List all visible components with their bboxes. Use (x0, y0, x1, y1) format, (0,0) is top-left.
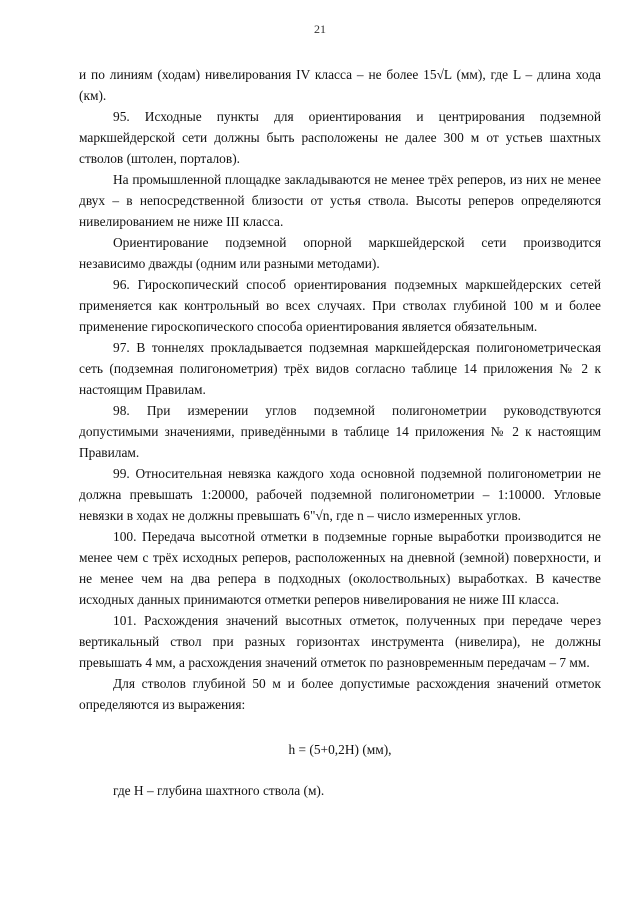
paragraph-100: 100. Передача высотной отметки в подземные горные выработки производится не менее чем с трёх исходных реперов, расположенных на дневной (земной) поверхности, и не менее чем на два репера в подходных (околоствольных) выработках. В качестве исходных данных принимаются отметки реперов нивелирования не ниже III класса. (79, 529, 601, 607)
paragraph-orientation: Ориентирование подземной опорной маркшейдерской сети производится независимо дважды (одним или разными методами). (79, 235, 601, 271)
page-number: 21 (314, 22, 326, 36)
document-body (79, 64, 601, 801)
paragraph-1: и по линиям (ходам) нивелирования IV класса – не более 15√L (мм), где L – длина хода (км). (79, 67, 601, 103)
paragraph-96: 96. Гироскопический способ ориентирования подземных маркшейдерских сетей применяется как контрольный во всех случаях. При стволах глубиной 100 м и более применение гироскопического способа ориентирования является обязательным. (79, 277, 601, 334)
paragraph-101: 101. Расхождения значений высотных отметок, полученных при передаче через вертикальный ствол при разных горизонтах инструмента (нивелира), не должны превышать 4 мм, а расхождения значений отметок по разновременным передачам – 7 мм. (79, 613, 601, 670)
paragraph-benchmarks: На промышленной площадке закладываются не менее трёх реперов, из них не менее двух – в непосредственной близости от устья ствола. Высоты реперов определяются нивелированием не ниже III класса. (79, 172, 601, 229)
paragraph-95: 95. Исходные пункты для ориентирования и центрирования подземной маркшейдерской сети должны быть расположены не далее 300 м от устьев шахтных стволов (штолен, порталов). (79, 109, 601, 166)
formula-explanation: где H – глубина шахтного ствола (м). (113, 783, 325, 798)
formula: h = (5+0,2H) (мм), (288, 742, 392, 757)
paragraph-97: 97. В тоннелях прокладывается подземная маркшейдерская полигонометрическая сеть (подземная полигонометрия) трёх видов согласно таблице 14 приложения № 2 к настоящим Правилам. (79, 340, 601, 397)
paragraph-shafts-50m: Для стволов глубиной 50 м и более допустимые расхождения значений отметок определяются из выражения: (79, 676, 601, 712)
paragraph-99: 99. Относительная невязка каждого хода основной подземной полигонометрии не должна превышать 1:20000, рабочей подземной полигонометрии – 1:10000. Угловые невязки в ходах не должны превышать 6"√n, где n – число измеренных углов. (79, 466, 601, 523)
paragraph-98: 98. При измерении углов подземной полигонометрии руководствуются допустимыми значениями, приведёнными в таблице 14 приложения № 2 к настоящим Правилам. (79, 403, 601, 460)
